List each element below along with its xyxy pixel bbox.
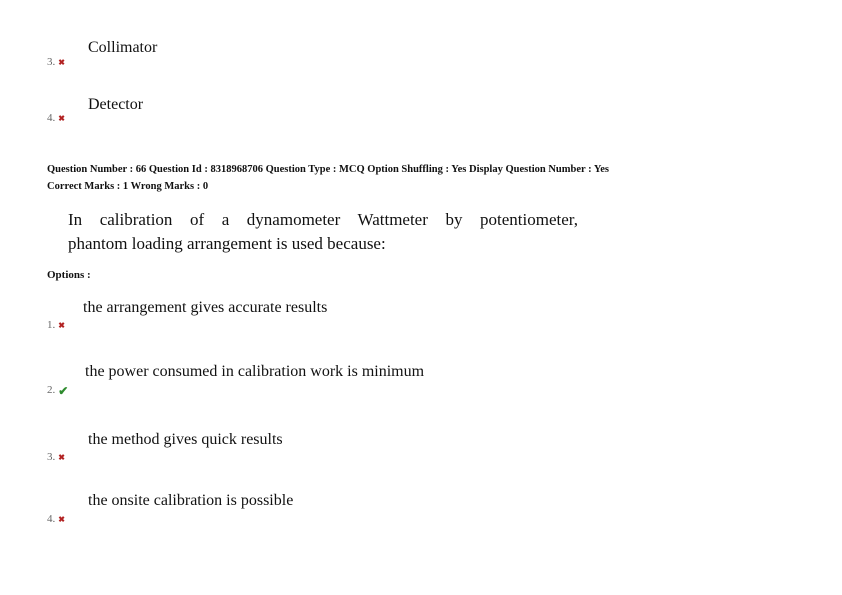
- option-2-number: [47, 384, 68, 397]
- cross-icon: ✖: [58, 320, 65, 330]
- question-text-line-1: In calibration of a dynamometer Wattmeter by potentiometer,: [68, 210, 578, 229]
- question-meta-line-1: Question Number : 66 Question Id : 8318968706 Question Type : MCQ Option Shuffling : Yes Display Question Number : Yes: [47, 164, 610, 175]
- prev-option-4-text: Detector: [88, 96, 144, 113]
- option-number-label: 1.: [47, 319, 56, 331]
- cross-icon: ✖: [58, 514, 65, 524]
- option-4-text: the onsite calibration is possible: [88, 492, 294, 509]
- option-number-label: 3.: [47, 451, 56, 463]
- prev-option-3-text: Collimator: [88, 39, 158, 56]
- option-2-text: the power consumed in calibration work is minimum: [85, 363, 425, 380]
- option-3-text: the method gives quick results: [88, 431, 283, 448]
- prev-option-4-number: [47, 112, 65, 125]
- options-label: Options :: [47, 269, 91, 281]
- option-1-number: [47, 319, 65, 332]
- cross-icon: ✖: [58, 57, 65, 67]
- option-1-text: the arrangement gives accurate results: [83, 299, 328, 316]
- option-number-label: 3.: [47, 56, 56, 68]
- prev-option-3-number: [47, 56, 65, 69]
- option-number-label: 2.: [47, 384, 56, 396]
- check-icon: ✔: [58, 383, 69, 398]
- question-text-line-2: phantom loading arrangement is used because:: [68, 234, 386, 253]
- cross-icon: ✖: [58, 113, 65, 123]
- cross-icon: ✖: [58, 452, 65, 462]
- option-3-number: [47, 451, 65, 464]
- question-meta-line-2: Correct Marks : 1 Wrong Marks : 0: [47, 181, 209, 192]
- question-text: [68, 208, 578, 256]
- option-4-number: [47, 513, 65, 526]
- option-number-label: 4.: [47, 112, 56, 124]
- option-number-label: 4.: [47, 513, 56, 525]
